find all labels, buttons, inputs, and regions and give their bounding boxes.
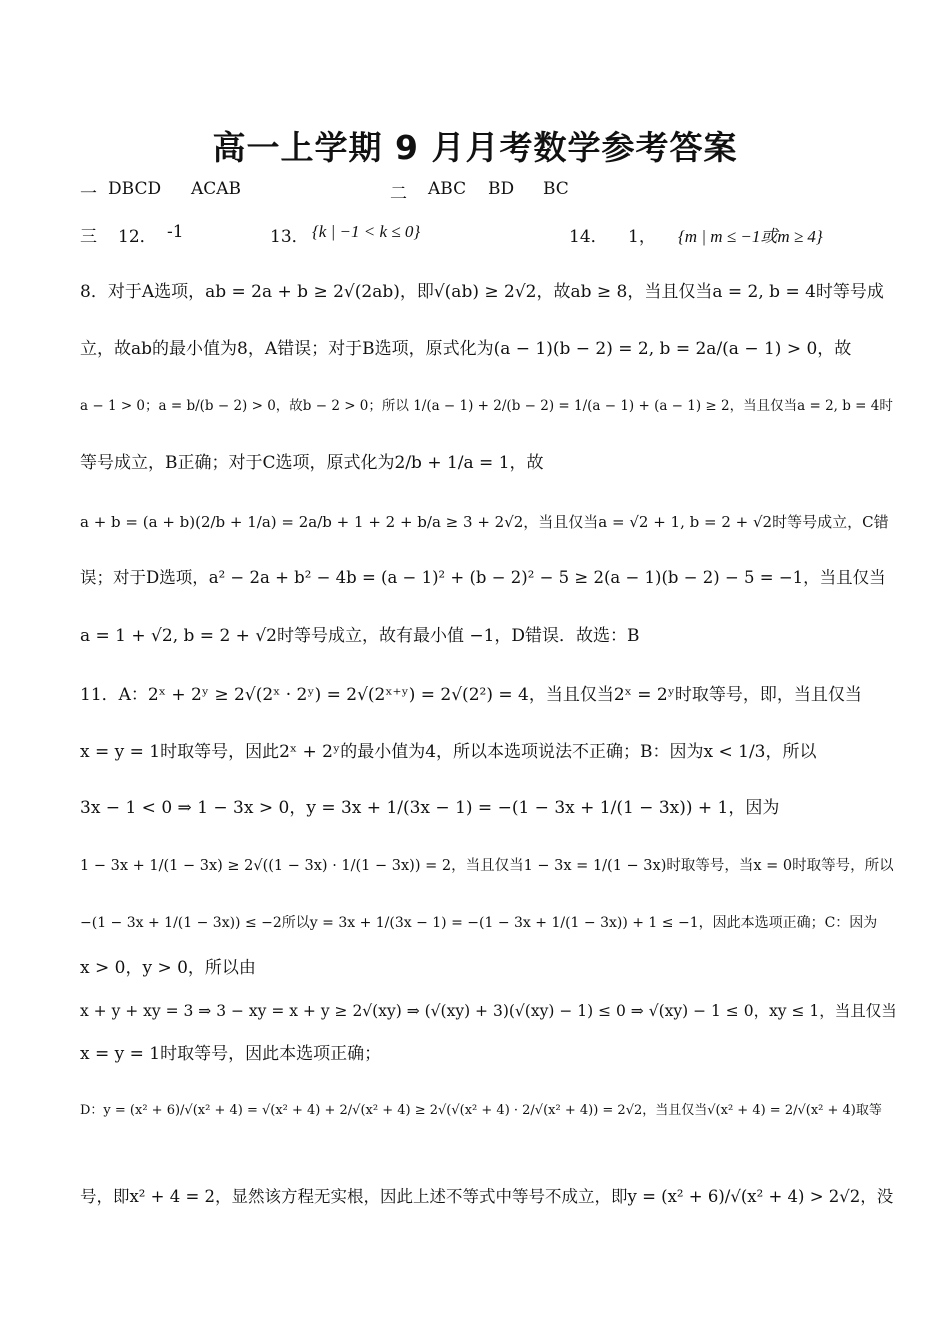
solution-line: 8．对于A选项，ab = 2a + b ≥ 2√(2ab)，即√(ab) ≥ 2√2，故ab ≥ 8，当且仅当a = 2, b = 4时等号成 bbox=[80, 282, 884, 302]
solution-line: x = y = 1时取等号，因此本选项正确； bbox=[80, 1044, 382, 1064]
solution-line: x + y + xy = 3 ⇒ 3 − xy = x + y ≥ 2√(xy) ⇒ (√(xy) + 3)(√(xy) − 1) ≤ 0 ⇒ √(xy) − 1 ≤ 0，xy ≤ 1，当且仅当 bbox=[80, 1002, 897, 1020]
answers-1-4: DBCD bbox=[108, 179, 162, 199]
solution-line: 立，故ab的最小值为8，A错误；对于B选项，原式化为(a − 1)(b − 2) = 2, b = 2a/(a − 1) > 0，故 bbox=[80, 339, 852, 359]
answers-5-8: ACAB bbox=[191, 179, 242, 199]
answer-11: BC bbox=[543, 179, 569, 199]
solution-line: a = 1 + √2, b = 2 + √2时等号成立，故有最小值 −1，D错误．故选：B bbox=[80, 626, 640, 646]
q14-answer-2: {m | m ≤ −1或m ≥ 4} bbox=[678, 227, 823, 246]
q14-number: 14． bbox=[569, 227, 608, 247]
solution-line: 3x − 1 < 0 ⇒ 1 − 3x > 0，y = 3x + 1/(3x − 1) = −(1 − 3x + 1/(1 − 3x)) + 1，因为 bbox=[80, 798, 780, 818]
solution-line: a − 1 > 0；a = b/(b − 2) > 0，故b − 2 > 0；所以 1/(a − 1) + 2/(b − 2) = 1/(a − 1) + (a − 1) ≥ 2，当且仅当a = 2, b = 4时 bbox=[80, 398, 893, 414]
solution-line: 号，即x² + 4 = 2，显然该方程无实根，因此上述不等式中等号不成立，即y = (x² + 6)/√(x² + 4) > 2√2，没 bbox=[80, 1187, 894, 1206]
solution-line: 等号成立，B正确；对于C选项，原式化为2/b + 1/a = 1，故 bbox=[80, 453, 544, 473]
answer-9: ABC bbox=[428, 179, 467, 199]
q14-answer-1: 1， bbox=[628, 227, 656, 247]
solution-line: −(1 − 3x + 1/(1 − 3x)) ≤ −2所以y = 3x + 1/(3x − 1) = −(1 − 3x + 1/(1 − 3x)) + 1 ≤ −1，因此本选项正确；C：因为 bbox=[80, 915, 878, 931]
solution-line: 1 − 3x + 1/(1 − 3x) ≥ 2√((1 − 3x) · 1/(1 − 3x)) = 2，当且仅当1 − 3x = 1/(1 − 3x)时取等号，当x = 0时取等号，所以 bbox=[80, 858, 894, 874]
q13-number: 13． bbox=[270, 227, 309, 247]
solution-line: D：y = (x² + 6)/√(x² + 4) = √(x² + 4) + 2/√(x² + 4) ≥ 2√(√(x² + 4) · 2/√(x² + 4)) = 2√2，当且仅当√(x² + 4) = 2/√(x² + 4)取等 bbox=[80, 1103, 882, 1118]
section-three-label: 三 bbox=[80, 227, 97, 247]
q12-number: 12． bbox=[118, 227, 157, 247]
solution-line: x = y = 1时取等号，因此2ˣ + 2ʸ的最小值为4，所以本选项说法不正确；B：因为x < 1/3，所以 bbox=[80, 742, 817, 762]
solution-line: 11．A：2ˣ + 2ʸ ≥ 2√(2ˣ · 2ʸ) = 2√(2ˣ⁺ʸ) = 2√(2²) = 4，当且仅当2ˣ = 2ʸ时取等号，即，当且仅当 bbox=[80, 685, 862, 705]
solution-line: a + b = (a + b)(2/b + 1/a) = 2a/b + 1 + 2 + b/a ≥ 3 + 2√2，当且仅当a = √2 + 1, b = 2 + √2时等号成立，C错 bbox=[80, 513, 889, 531]
solution-line: 误；对于D选项，a² − 2a + b² − 4b = (a − 1)² + (b − 2)² − 5 ≥ 2(a − 1)(b − 2) − 5 = −1，当且仅当 bbox=[80, 568, 886, 587]
section-two-label: 二 bbox=[390, 184, 407, 204]
answer-10: BD bbox=[488, 179, 515, 199]
solution-line: x > 0，y > 0，所以由 bbox=[80, 958, 256, 978]
section-one-label: 一 bbox=[80, 184, 97, 204]
q12-answer: -1 bbox=[167, 222, 184, 242]
page-title: 高一上学期 9 月月考数学参考答案 bbox=[212, 128, 738, 167]
q13-answer: {k | −1 < k ≤ 0} bbox=[312, 222, 421, 241]
